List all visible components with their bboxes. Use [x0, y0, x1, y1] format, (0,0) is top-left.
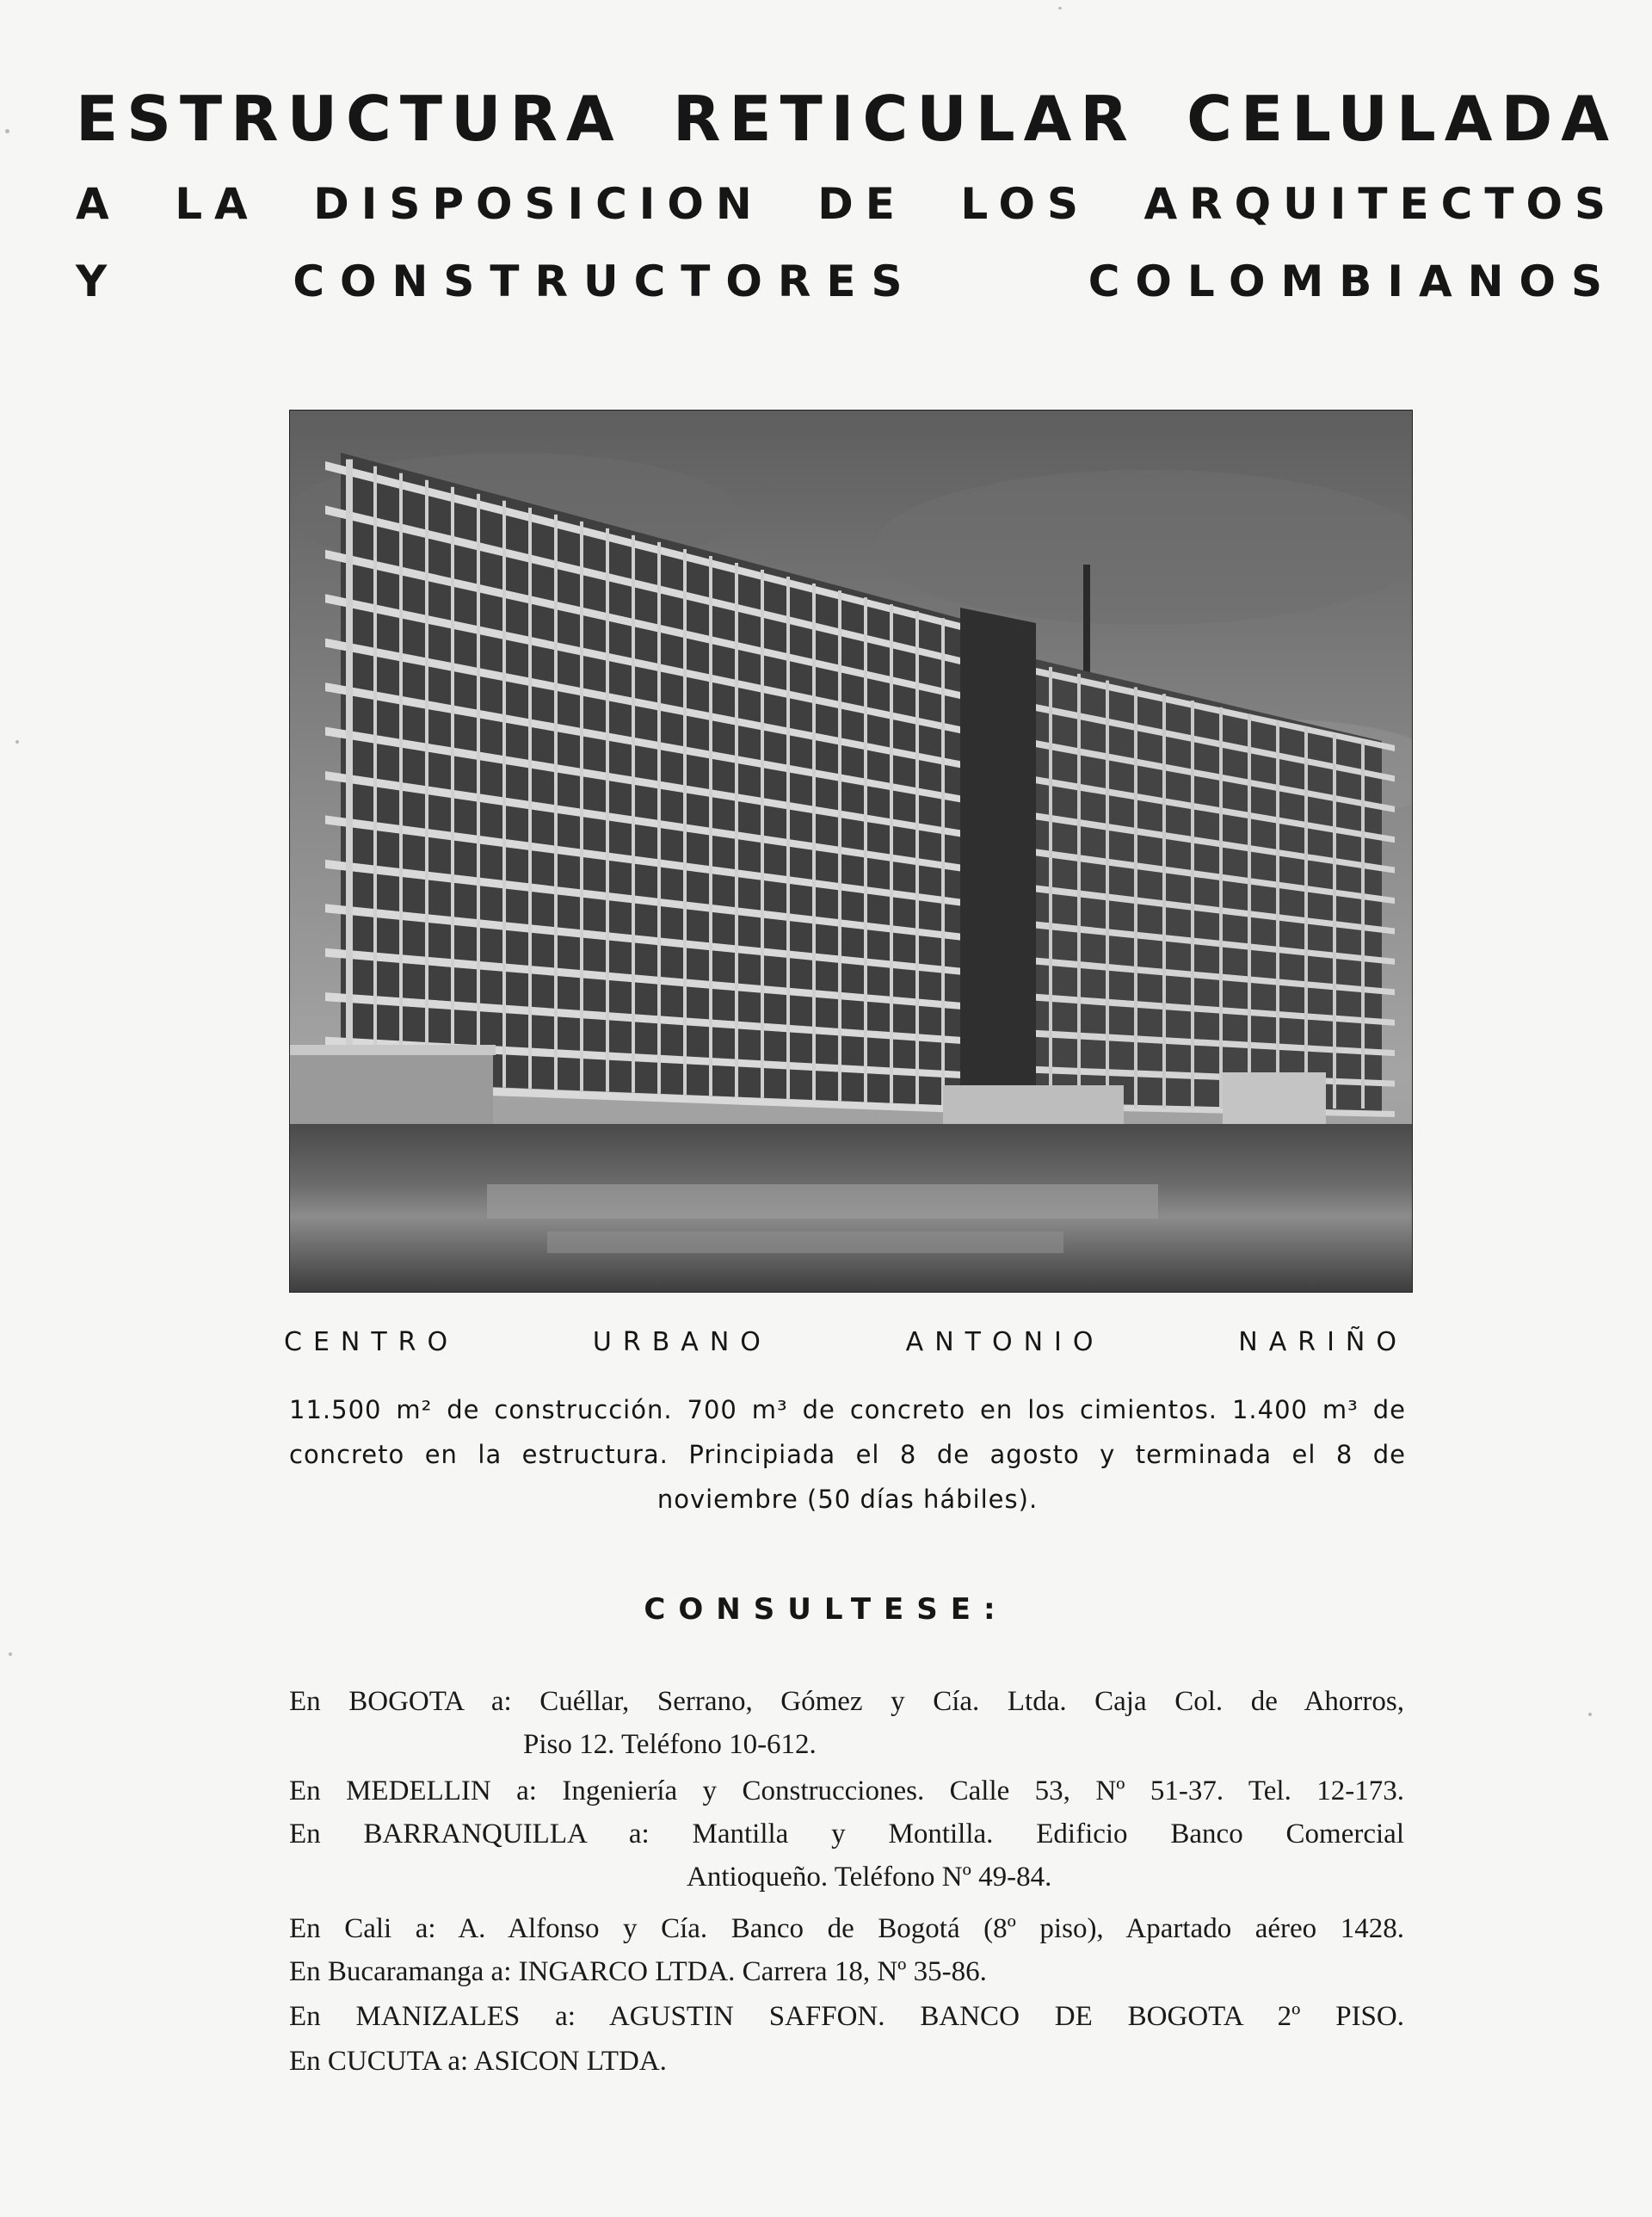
headline-word: DISPOSICION	[313, 179, 764, 229]
headline-line-1	[76, 83, 1618, 155]
caption-word: NARIÑO	[1238, 1327, 1408, 1357]
caption-word: CENTRO	[284, 1327, 459, 1357]
contact-barranquilla: En BARRANQUILLA a: Mantilla y Montilla. Edificio Banco Comercial	[289, 1819, 1404, 1850]
contact-manizales: En MANIZALES a: AGUSTIN SAFFON. BANCO DE BOGOTA 2º PISO.	[289, 2001, 1404, 2032]
headline-word: DE	[817, 179, 907, 229]
headline-word: LA	[175, 179, 260, 229]
shed-right	[1223, 1072, 1326, 1126]
caption-word: ANTONIO	[905, 1327, 1105, 1357]
headline-word: RETICULAR	[672, 83, 1137, 155]
headline-word: A	[76, 179, 121, 229]
headline-word: CONSTRUCTORES	[293, 256, 918, 306]
contact-barranquilla-cont: Antioqueño. Teléfono Nº 49-84.	[687, 1862, 1052, 1893]
shed-left	[291, 1051, 493, 1128]
contact-cali: En Cali a: A. Alfonso y Cía. Banco de Bogotá (8º piso), Apartado aéreo 1428.	[289, 1913, 1404, 1944]
headline-word: ESTRUCTURA	[76, 83, 623, 155]
shed-left-roof	[289, 1045, 496, 1055]
caption-word: URBANO	[592, 1327, 772, 1357]
puddle	[547, 1232, 1063, 1253]
consult-heading: CONSULTESE:	[644, 1592, 1008, 1627]
headline-word: CELULADA	[1187, 83, 1618, 155]
headline-word: ARQUITECTOS	[1143, 179, 1618, 229]
contact-medellin: En MEDELLIN a: Ingeniería y Construcciones. Calle 53, Nº 51-37. Tel. 12-173.	[289, 1775, 1404, 1806]
contact-bucaramanga: En Bucaramanga a: INGARCO LTDA. Carrera 18, Nº 35-86.	[289, 1956, 987, 1987]
caption-title	[284, 1327, 1408, 1357]
building-core	[960, 608, 1036, 1107]
headline-word: Y	[76, 256, 123, 306]
contact-bogota-cont: Piso 12. Teléfono 10-612.	[523, 1729, 817, 1760]
contact-cucuta: En CUCUTA a: ASICON LTDA.	[289, 2046, 667, 2077]
headline-word: COLOMBIANOS	[1088, 256, 1618, 306]
building-photo	[289, 410, 1413, 1293]
headline-line-2	[76, 179, 1618, 229]
caption-description: 11.500 m² de construcción. 700 m³ de concreto en los cimientos. 1.400 m³ de concreto en la estructura. Principiada el 8 de agosto y terminada el 8 de noviembre (50 días hábiles).	[289, 1395, 1406, 1514]
contact-bogota: En BOGOTA a: Cuéllar, Serrano, Gómez y Cía. Ltda. Caja Col. de Ahorros,	[289, 1686, 1404, 1717]
puddle	[487, 1184, 1158, 1219]
cloud	[874, 470, 1413, 625]
headline-word: LOS	[960, 179, 1090, 229]
headline-line-3	[76, 256, 1618, 306]
